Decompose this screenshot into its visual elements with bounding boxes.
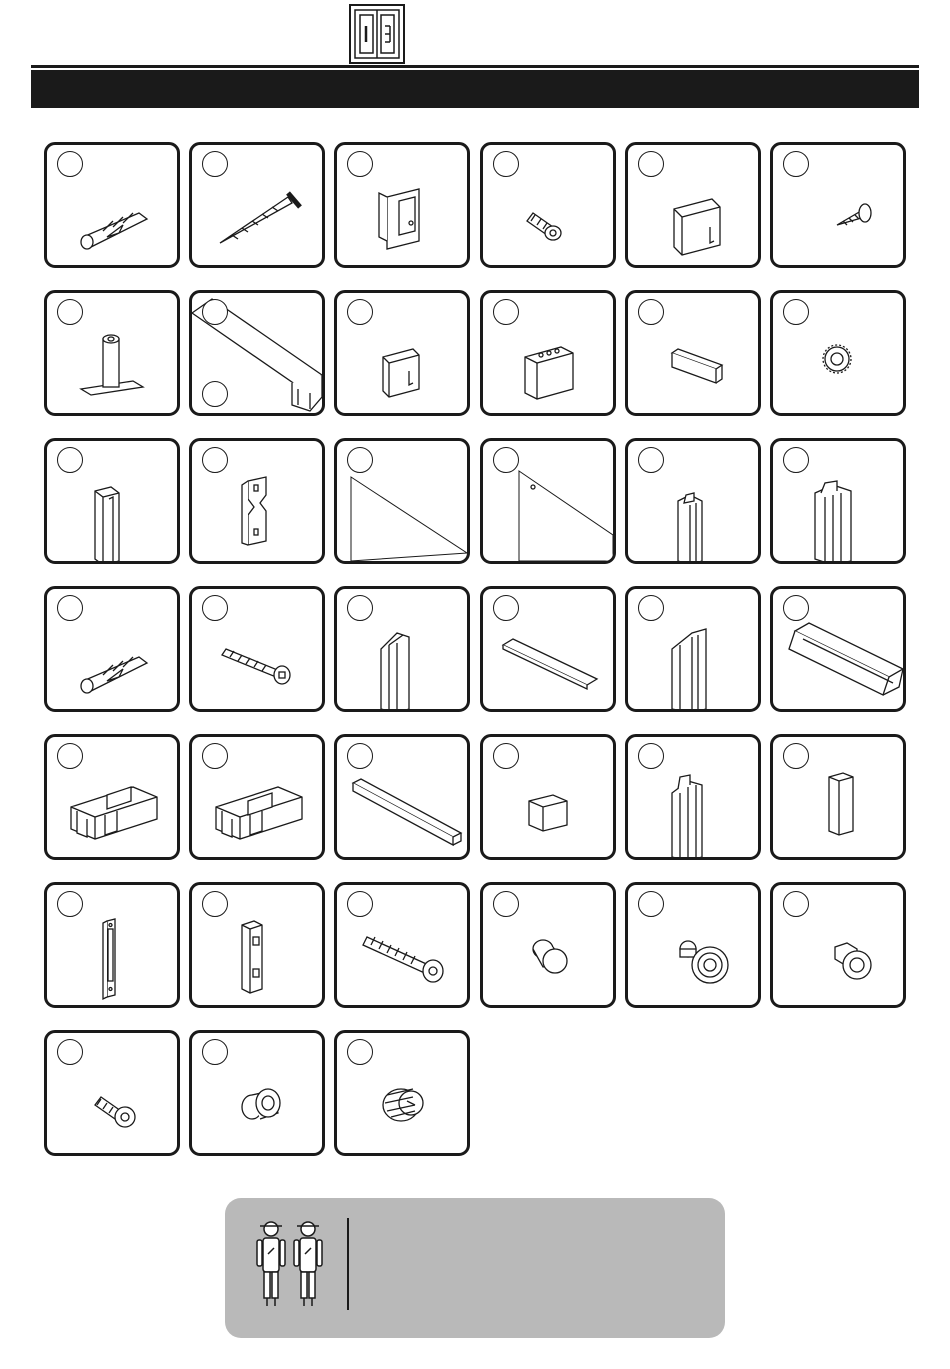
- logo: [349, 4, 405, 64]
- part-number-circle: [783, 151, 809, 177]
- part-number-circle: [493, 891, 519, 917]
- part-number-circle: [202, 299, 228, 325]
- part-card: [480, 734, 616, 860]
- part-card: [770, 438, 906, 564]
- part-card: [44, 438, 180, 564]
- part-number-circle: [57, 1039, 83, 1065]
- part-number-circle: [57, 151, 83, 177]
- part-card: [770, 142, 906, 268]
- part-card: [189, 882, 325, 1008]
- part-number-circle: [202, 1039, 228, 1065]
- part-card: [334, 882, 470, 1008]
- part-card: [334, 734, 470, 860]
- part-number-circle: [493, 299, 519, 325]
- part-card: [480, 142, 616, 268]
- part-card: [189, 438, 325, 564]
- door-logo-icon: [351, 6, 403, 62]
- part-number-circle: [57, 447, 83, 473]
- part-card: [770, 734, 906, 860]
- part-card: [625, 882, 761, 1008]
- header-rule: [31, 65, 919, 68]
- part-number-circle: [202, 891, 228, 917]
- part-number-circle: [493, 151, 519, 177]
- part-number-circle: [638, 891, 664, 917]
- part-card: [334, 438, 470, 564]
- part-card: [189, 586, 325, 712]
- part-card: [189, 290, 325, 416]
- part-card: [189, 1030, 325, 1156]
- part-card: [625, 734, 761, 860]
- part-card: [44, 882, 180, 1008]
- part-card: [334, 142, 470, 268]
- part-number-circle: [638, 743, 664, 769]
- part-card: [44, 142, 180, 268]
- part-number-circle: [783, 891, 809, 917]
- part-card: [189, 142, 325, 268]
- part-number-circle: [202, 151, 228, 177]
- two-installers-icon: [255, 1214, 335, 1324]
- part-number-circle: [783, 299, 809, 325]
- part-number-circle: [638, 299, 664, 325]
- note-divider: [347, 1218, 349, 1310]
- part-number-circle: [638, 151, 664, 177]
- part-card: [334, 290, 470, 416]
- part-number-circle: [783, 447, 809, 473]
- part-card: [480, 882, 616, 1008]
- part-card: [44, 734, 180, 860]
- part-card: [625, 438, 761, 564]
- part-card: [334, 1030, 470, 1156]
- part-card: [44, 1030, 180, 1156]
- part-number-circle: [57, 891, 83, 917]
- part-number-circle: [493, 743, 519, 769]
- part-card: [770, 290, 906, 416]
- part-card: [625, 290, 761, 416]
- part-card: [44, 290, 180, 416]
- part-card: [480, 290, 616, 416]
- part-number-circle: [202, 595, 228, 621]
- part-card: [770, 586, 906, 712]
- part-card: [770, 882, 906, 1008]
- part-card: [44, 586, 180, 712]
- part-number-circle: [57, 743, 83, 769]
- part-card: [334, 586, 470, 712]
- part-number-circle: [638, 595, 664, 621]
- part-card: [625, 142, 761, 268]
- part-number-circle: [493, 447, 519, 473]
- part-number-circle: [202, 381, 228, 407]
- installer-note: [225, 1198, 725, 1338]
- part-number-circle: [202, 447, 228, 473]
- part-number-circle: [57, 595, 83, 621]
- part-number-circle: [638, 447, 664, 473]
- part-card: [480, 586, 616, 712]
- part-number-circle: [783, 595, 809, 621]
- part-number-circle: [57, 299, 83, 325]
- part-card: [625, 586, 761, 712]
- header-bar: [31, 70, 919, 108]
- part-number-circle: [202, 743, 228, 769]
- part-number-circle: [783, 743, 809, 769]
- part-card: [189, 734, 325, 860]
- part-card: [480, 438, 616, 564]
- part-number-circle: [493, 595, 519, 621]
